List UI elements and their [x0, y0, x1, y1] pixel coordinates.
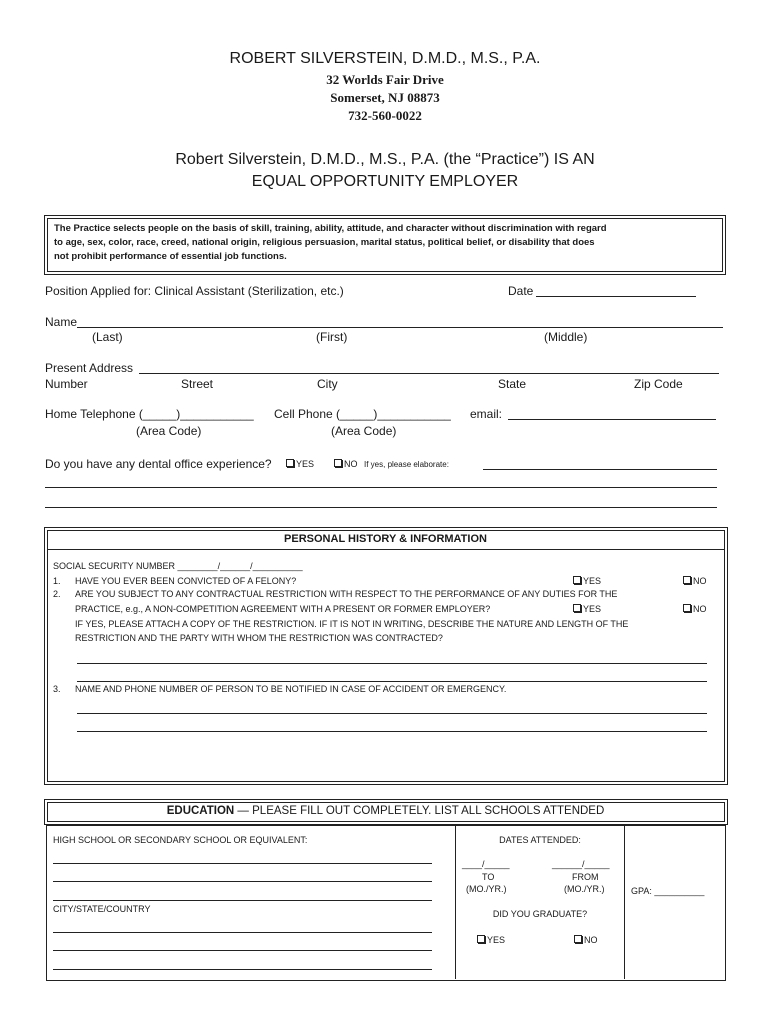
q1-yes-label: YES: [583, 576, 602, 586]
graduate-yes-label: YES: [487, 935, 506, 945]
cell-phone-label: Cell Phone (_____)___________: [274, 407, 451, 421]
address-line: [139, 373, 719, 374]
education-title-bold: EDUCATION: [166, 805, 235, 817]
notice-text-3: not prohibit performance of essential job functions.: [54, 251, 287, 262]
q3-answer-line-2: [77, 731, 707, 732]
name-line: [77, 327, 723, 328]
address-number-caption: Number: [45, 377, 88, 391]
address-field[interactable]: [142, 359, 716, 373]
email-field[interactable]: [510, 405, 714, 419]
q3-text: NAME AND PHONE NUMBER OF PERSON TO BE NOTIFIED IN CASE OF ACCIDENT OR EMERGENCY.: [75, 684, 507, 694]
city-state-country-label: CITY/STATE/COUNTRY: [53, 904, 151, 914]
graduate-no-label: NO: [584, 935, 598, 945]
elaborate-line-3: [45, 507, 717, 508]
eeo-line2: EQUAL OPPORTUNITY EMPLOYER: [251, 173, 519, 190]
q2-no-option[interactable]: [683, 604, 707, 614]
school-line-1: [53, 863, 432, 864]
ssn-label: SOCIAL SECURITY NUMBER ________/______/__________: [53, 561, 303, 571]
q3-answer-line-1: [77, 713, 707, 714]
practice-name: ROBERT SILVERSTEIN, D.M.D., M.S., P.A.: [229, 50, 541, 67]
education-title-rest: — PLEASE FILL OUT COMPLETELY. LIST ALL SCHOOLS ATTENDED: [234, 805, 605, 817]
dental-no-label: NO: [344, 459, 358, 469]
q2-text-1: ARE YOU SUBJECT TO ANY CONTRACTUAL RESTRICTION WITH RESPECT TO THE PERFORMANCE OF ANY DUTIES FOR THE: [75, 589, 618, 599]
city-line-3: [53, 969, 432, 970]
personal-title-rule: [47, 549, 724, 550]
graduate-no-option[interactable]: [574, 935, 598, 945]
notice-text-1: The Practice selects people on the basis of skill, training, ability, attitude, and character without discrimination with regard: [54, 223, 607, 234]
date-line: [536, 296, 696, 297]
education-divider-1: [455, 826, 456, 979]
education-title: [47, 805, 724, 817]
practice-address-line1: 32 Worlds Fair Drive: [326, 72, 444, 87]
checkbox-icon: [573, 604, 581, 612]
address-street-caption: Street: [181, 377, 214, 391]
email-line: [508, 419, 716, 420]
city-line-2: [53, 950, 432, 951]
checkbox-icon: [334, 459, 342, 467]
q2-answer-line-1: [77, 663, 707, 664]
from-caption: FROM: [572, 872, 599, 882]
practice-address-line2: Somerset, NJ 08873: [330, 90, 440, 105]
checkbox-icon: [573, 576, 581, 584]
to-mo-yr-caption: (MO./YR.): [466, 884, 507, 894]
home-area-code-caption: (Area Code): [136, 424, 202, 438]
checkbox-icon: [683, 576, 691, 584]
to-caption: TO: [482, 872, 495, 882]
from-date-blank: ______/_____: [552, 859, 610, 869]
date-field[interactable]: [538, 282, 694, 296]
q2-no-label: NO: [693, 604, 707, 614]
name-label: Name: [45, 315, 78, 329]
email-label: email:: [470, 407, 503, 421]
q1-text: HAVE YOU EVER BEEN CONVICTED OF A FELONY?: [75, 576, 297, 586]
home-phone-label: Home Telephone (_____)___________: [45, 407, 254, 421]
dental-yes-label: YES: [296, 459, 315, 469]
dental-no-option[interactable]: [334, 459, 358, 469]
q2-answer-line-2: [77, 681, 707, 682]
school-line-3: [53, 900, 432, 901]
elaborate-label: If yes, please elaborate:: [364, 460, 449, 469]
to-date-blank: ____/_____: [462, 859, 510, 869]
city-line-1: [53, 932, 432, 933]
q2-text-4: RESTRICTION AND THE PARTY WITH WHOM THE RESTRICTION WAS CONTRACTED?: [75, 633, 443, 643]
notice-text-2: to age, sex, color, race, creed, national origin, religious persuasion, marital status, political belief, or disability that does: [54, 237, 595, 248]
q1-yes-option[interactable]: [573, 576, 601, 586]
address-label: Present Address: [45, 361, 134, 375]
q3-number: 3.: [53, 684, 61, 694]
q2-text-2: PRACTICE, e.g., A NON-COMPETITION AGREEMENT WITH A PRESENT OR FORMER EMPLOYER?: [75, 604, 491, 614]
elaborate-line-1: [483, 469, 717, 470]
graduate-yes-option[interactable]: [477, 935, 505, 945]
from-mo-yr-caption: (MO./YR.): [564, 884, 605, 894]
q1-no-option[interactable]: [683, 576, 707, 586]
personal-history-title: PERSONAL HISTORY & INFORMATION: [284, 533, 487, 545]
practice-phone: 732-560-0022: [348, 108, 422, 123]
name-middle-caption: (Middle): [544, 330, 588, 344]
cell-area-code-caption: (Area Code): [331, 424, 397, 438]
q1-no-label: NO: [693, 576, 707, 586]
q1-number: 1.: [53, 576, 61, 586]
q2-yes-label: YES: [583, 604, 602, 614]
checkbox-icon: [477, 935, 485, 943]
name-last-caption: (Last): [92, 330, 123, 344]
school-line-2: [53, 881, 432, 882]
elaborate-line-2: [45, 487, 717, 488]
gpa-label: GPA: __________: [631, 886, 705, 896]
q2-yes-option[interactable]: [573, 604, 601, 614]
q2-number: 2.: [53, 589, 61, 599]
name-first-caption: (First): [316, 330, 348, 344]
graduate-question: DID YOU GRADUATE?: [492, 909, 588, 919]
address-city-caption: City: [317, 377, 338, 391]
checkbox-icon: [286, 459, 294, 467]
school-label: HIGH SCHOOL OR SECONDARY SCHOOL OR EQUIVALENT:: [53, 835, 308, 845]
address-zip-caption: Zip Code: [634, 377, 683, 391]
position-label: Position Applied for: Clinical Assistant (Sterilization, etc.): [45, 284, 344, 298]
address-state-caption: State: [498, 377, 527, 391]
q2-text-3: IF YES, PLEASE ATTACH A COPY OF THE RESTRICTION. IF IT IS NOT IN WRITING, DESCRIBE THE NATURE AND LENGTH OF THE: [75, 619, 629, 629]
checkbox-icon: [683, 604, 691, 612]
date-label: Date: [508, 284, 534, 298]
name-field[interactable]: [80, 313, 720, 327]
education-divider-2: [624, 826, 625, 979]
dental-experience-question: Do you have any dental office experience?: [45, 457, 272, 471]
eeo-line1: Robert Silverstein, D.M.D., M.S., P.A. (the “Practice”) IS AN: [175, 151, 595, 168]
checkbox-icon: [574, 935, 582, 943]
dental-yes-option[interactable]: [286, 459, 314, 469]
dates-attended-label: DATES ATTENDED:: [499, 835, 581, 845]
